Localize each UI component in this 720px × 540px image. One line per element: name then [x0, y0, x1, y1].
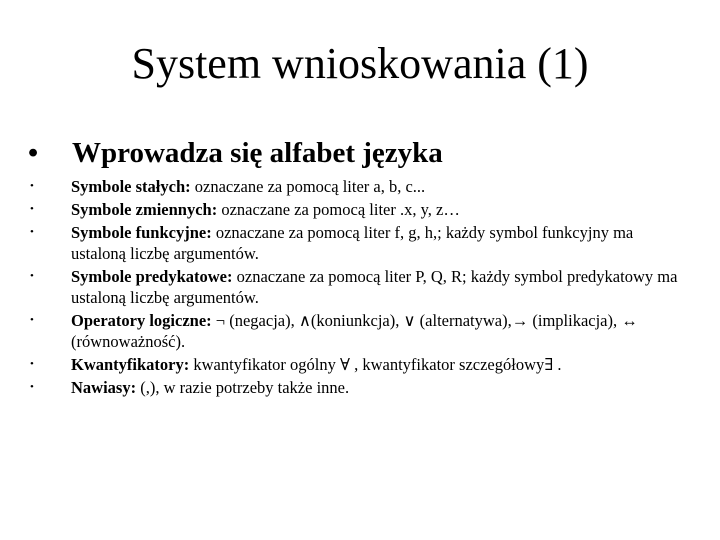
list-item-label: Operatory logiczne:	[71, 311, 212, 330]
list-item-label: Symbole zmiennych:	[71, 200, 218, 219]
bullet-dot-icon: •	[30, 270, 34, 282]
slide-title: System wnioskowania (1)	[131, 39, 589, 88]
list-item-body: oznaczane za pomocą liter P, Q, R; każdy symbol predykatowy ma ustaloną liczbę argumentów.	[71, 267, 678, 307]
list-item	[30, 222, 690, 264]
bullet-dot-icon: •	[30, 314, 34, 326]
list-item-label: Symbole funkcyjne:	[71, 223, 212, 242]
bullet-dot-icon: •	[28, 137, 39, 169]
list-item-text	[71, 176, 690, 197]
list-item-body: oznaczane za pomocą liter f, g, h,; każdy symbol funkcyjny ma ustaloną liczbę argumentów.	[71, 223, 634, 263]
list-item	[30, 377, 690, 398]
list-item	[30, 199, 690, 220]
list-item-body: ¬ (negacja), ∧(koniunkcja), ∨ (alternatywa),→ (implikacja), ↔ (równoważność).	[71, 311, 638, 351]
bullet-dot-icon: •	[30, 358, 34, 370]
main-bullet	[28, 136, 443, 170]
main-bullet-text: Wprowadza się alfabet języka	[72, 137, 443, 169]
list-item-body: oznaczane za pomocą liter a, b, c...	[190, 177, 426, 196]
list-item-body: kwantyfikator ogólny ∀ , kwantyfikator szczegółowy∃ .	[189, 355, 562, 374]
list-item-text	[71, 354, 690, 375]
list-item	[30, 266, 690, 308]
list-item-body: (,), w razie potrzeby także inne.	[136, 378, 350, 397]
list-item-text	[71, 310, 690, 352]
list-item	[30, 310, 690, 352]
list-item-text	[71, 222, 690, 264]
bullet-dot-icon: •	[30, 203, 34, 215]
alphabet-list	[30, 176, 690, 400]
bullet-dot-icon: •	[30, 381, 34, 393]
bullet-dot-icon: •	[30, 180, 34, 192]
list-item-body: oznaczane za pomocą liter .x, y, z…	[217, 200, 460, 219]
list-item-text	[71, 199, 690, 220]
list-item-label: Symbole predykatowe:	[71, 267, 233, 286]
list-item	[30, 176, 690, 197]
bullet-dot-icon: •	[30, 226, 34, 238]
list-item-label: Nawiasy:	[71, 378, 137, 397]
list-item-text	[71, 377, 690, 398]
list-item-label: Symbole stałych:	[71, 177, 191, 196]
list-item	[30, 354, 690, 375]
list-item-label: Kwantyfikatory:	[71, 355, 190, 374]
list-item-text	[71, 266, 690, 308]
